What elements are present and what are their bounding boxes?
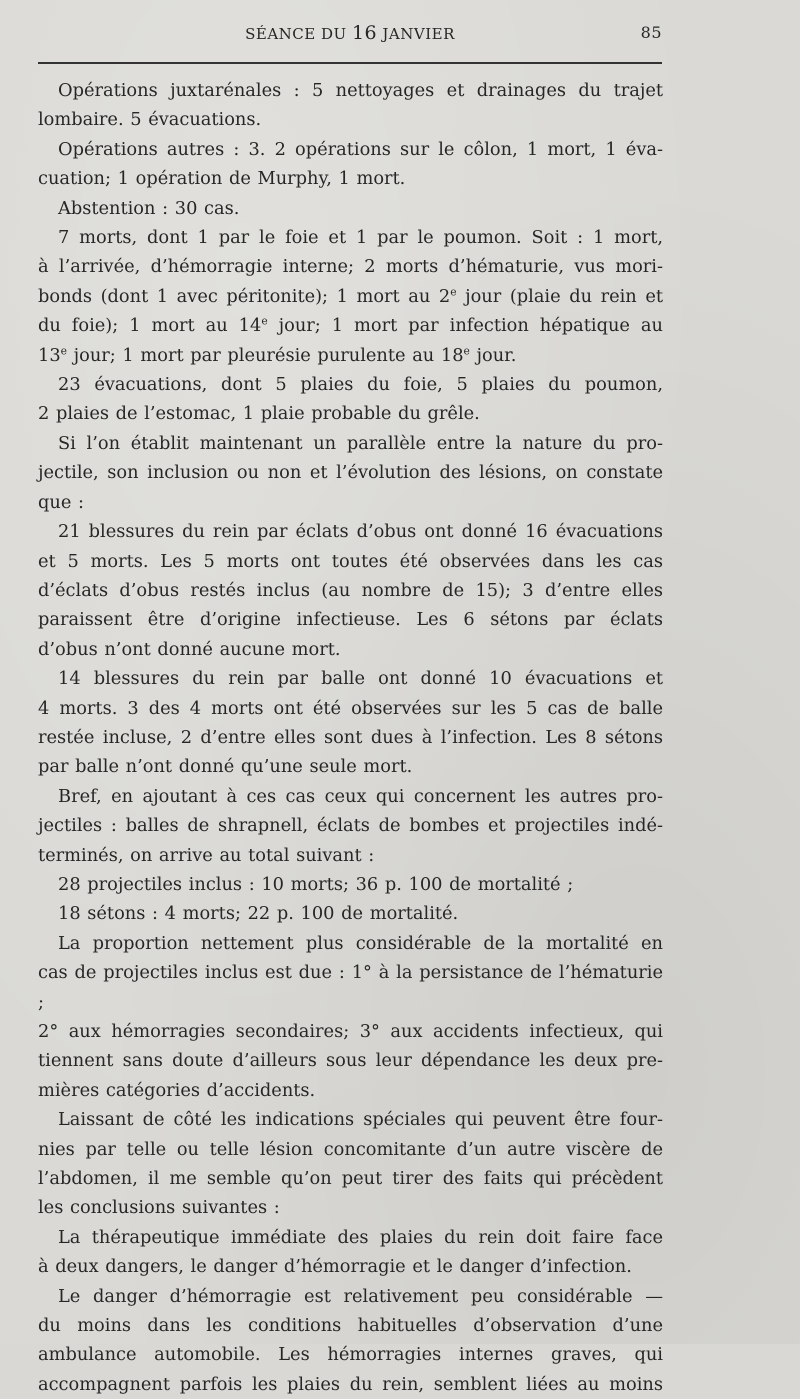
- line: 23 évacuations, dont 5 plaies du foie, 5 plaies du poumon,: [58, 374, 663, 396]
- paragraph-proportion-l4: [38, 1046, 663, 1075]
- line-part: du foie); 1 mort au 14: [38, 315, 262, 337]
- paragraph-hemorrhage: [38, 1282, 663, 1311]
- paragraph-summary: [38, 782, 663, 811]
- paragraph-summary-l2: [38, 811, 663, 840]
- line: 7 morts, dont 1 par le foie et 1 par le poumon. Soit : 1 mort,: [58, 227, 663, 249]
- running-title: [38, 20, 662, 47]
- paragraph-other-ops-cont: [38, 164, 663, 193]
- line: 2° aux hémorragies secondaires; 3° aux accidents infectieux, qui: [38, 1021, 663, 1042]
- paragraph-parallel: [38, 429, 663, 458]
- line: ambulance automobile. Les hémorragies internes graves, qui: [38, 1344, 663, 1366]
- paragraph-deaths: [38, 223, 663, 252]
- line: La proportion nettement plus considérable de la mortalité en: [58, 932, 663, 954]
- line: terminés, on arrive au total suivant :: [38, 844, 375, 866]
- paragraph-bullets-l3: [38, 723, 663, 752]
- paragraph-evacuations-cont: [38, 399, 663, 428]
- line: Le danger d’hémorragie est relativement peu considérable —: [58, 1285, 663, 1307]
- line: paraissent être d’origine infectieuse. Les 6 sétons par éclats: [38, 609, 663, 631]
- line: 28 projectiles inclus : 10 morts; 36 p. 100 de mortalité ;: [58, 873, 574, 895]
- line: jectile, son inclusion ou non et l’évolution des lésions, on constate: [38, 462, 663, 484]
- line: accompagnent parfois les plaies du rein, semblent liées au moins: [38, 1373, 663, 1395]
- paragraph-shell-fragments-l3: [38, 576, 663, 605]
- paragraph-proportion-l2: [38, 958, 663, 1017]
- body-text: [38, 76, 663, 1399]
- page-number: 85: [640, 23, 662, 42]
- paragraph-shell-fragments-l5: [38, 635, 663, 664]
- paragraph-bullets-l2: [38, 694, 663, 723]
- paragraph-proportion-l3: [38, 1017, 663, 1046]
- line: par balle n’ont donné qu’une seule mort.: [38, 756, 413, 778]
- running-title-post: JANVIER: [377, 25, 455, 43]
- paragraph-proportion: [38, 929, 663, 958]
- line: d’obus n’ont donné aucune mort.: [38, 638, 341, 660]
- running-head: [38, 20, 662, 46]
- line: cas de projectiles inclus est due : 1° à la persistance de l’hématurie ;: [38, 962, 663, 1013]
- line: 14 blessures du rein par balle ont donné 10 évacuations et: [58, 668, 663, 690]
- paragraph-other-ops: [38, 135, 663, 164]
- paragraph-indications-l2: [38, 1135, 663, 1164]
- line: que :: [38, 491, 85, 513]
- paragraph-hemorrhage-l4: [38, 1370, 663, 1399]
- paragraph-shell-fragments-l2: [38, 547, 663, 576]
- line: Laissant de côté les indications spéciales qui peuvent être four-: [58, 1109, 663, 1131]
- paragraph-setons: [38, 899, 663, 928]
- line: les conclusions suivantes :: [38, 1197, 280, 1219]
- paragraph-abstention: [38, 194, 663, 223]
- paragraph-hemorrhage-l2: [38, 1311, 663, 1340]
- line: d’éclats d’obus restés inclus (au nombre de 15); 3 d’entre elles: [38, 579, 663, 601]
- paragraph-shell-fragments: [38, 517, 663, 546]
- line: Opérations autres : 3. 2 opérations sur le côlon, 1 mort, 1 éva-: [58, 138, 663, 160]
- line: Si l’on établit maintenant un parallèle entre la nature du pro-: [58, 432, 663, 454]
- paragraph-indications: [38, 1105, 663, 1134]
- line: Bref, en ajoutant à ces cas ceux qui concernent les autres pro-: [58, 785, 663, 807]
- paragraph-summary-l3: [38, 841, 663, 870]
- line: 4 morts. 3 des 4 morts ont été observées sur les 5 cas de balle: [38, 697, 663, 719]
- line: Opérations juxtarénales : 5 nettoyages et drainages du trajet: [58, 80, 663, 101]
- line: et 5 morts. Les 5 morts ont toutes été observées dans les cas: [38, 550, 663, 572]
- superscript: e: [60, 344, 67, 358]
- paragraph-bullets: [38, 664, 663, 693]
- paragraph-deaths-l4: [38, 311, 663, 340]
- paragraph-indications-l3: [38, 1164, 663, 1193]
- line-part: jour; 1 mort par infection hépatique au: [267, 315, 663, 337]
- line-part: jour.: [469, 344, 517, 366]
- superscript: e: [463, 344, 470, 358]
- running-title-day: 16: [351, 22, 378, 44]
- line: nies par telle ou telle lésion concomitante d’un autre viscère de: [38, 1138, 663, 1160]
- paragraph-therapeutics: [38, 1223, 663, 1252]
- line: mières catégories d’accidents.: [38, 1079, 316, 1101]
- paragraph-included-projectiles: [38, 870, 663, 899]
- line: l’abdomen, il me semble qu’on peut tirer des faits qui précèdent: [38, 1168, 663, 1190]
- line: à deux dangers, le danger d’hémorragie et le danger d’infection.: [38, 1256, 632, 1278]
- line: du moins dans les conditions habituelles d’observation d’une: [38, 1315, 663, 1337]
- paragraph-juxtarenal-cont: [38, 105, 663, 134]
- line: Abstention : 30 cas.: [58, 197, 240, 219]
- paragraph-proportion-l5: [38, 1076, 663, 1105]
- paragraph-therapeutics-l2: [38, 1252, 663, 1281]
- paragraph-indications-l4: [38, 1193, 663, 1222]
- line: La thérapeutique immédiate des plaies du rein doit faire face: [58, 1226, 663, 1248]
- line-part: 13: [38, 344, 61, 366]
- paragraph-parallel-l3: [38, 488, 663, 517]
- line: à l’arrivée, d’hémorragie interne; 2 morts d’hématurie, vus mori-: [38, 256, 663, 278]
- line: lombaire. 5 évacuations.: [38, 109, 262, 131]
- line: tiennent sans doute d’ailleurs sous leur dépendance les deux pre-: [38, 1050, 663, 1072]
- paragraph-deaths-l5: [38, 341, 663, 370]
- line-part: jour (plaie du rein et: [456, 285, 663, 307]
- line: 21 blessures du rein par éclats d’obus ont donné 16 évacuations: [58, 521, 663, 543]
- paragraph-bullets-l4: [38, 752, 663, 781]
- line: 18 sétons : 4 morts; 22 p. 100 de mortalité.: [58, 903, 459, 925]
- superscript: e: [261, 314, 268, 328]
- superscript: e: [450, 285, 457, 299]
- paragraph-hemorrhage-l3: [38, 1340, 663, 1369]
- paragraph-juxtarenal: [38, 76, 663, 105]
- paragraph-evacuations: [38, 370, 663, 399]
- line-part: jour; 1 mort par pleurésie purulente au 18: [66, 344, 464, 366]
- line: restée incluse, 2 d’entre elles sont dues à l’infection. Les 8 sétons: [38, 726, 663, 748]
- line-part: bonds (dont 1 avec péritonite); 1 mort au 2: [38, 285, 451, 307]
- line: cuation; 1 opération de Murphy, 1 mort.: [38, 168, 406, 190]
- paragraph-deaths-l2: [38, 252, 663, 281]
- paragraph-parallel-l2: [38, 458, 663, 487]
- header-rule: [38, 62, 662, 64]
- line: jectiles : balles de shrapnell, éclats de bombes et projectiles indé-: [38, 815, 663, 837]
- running-title-pre: SÉANCE DU: [245, 25, 352, 43]
- line: 2 plaies de l’estomac, 1 plaie probable du grêle.: [38, 403, 480, 425]
- paragraph-deaths-l3: [38, 282, 663, 311]
- paragraph-shell-fragments-l4: [38, 605, 663, 634]
